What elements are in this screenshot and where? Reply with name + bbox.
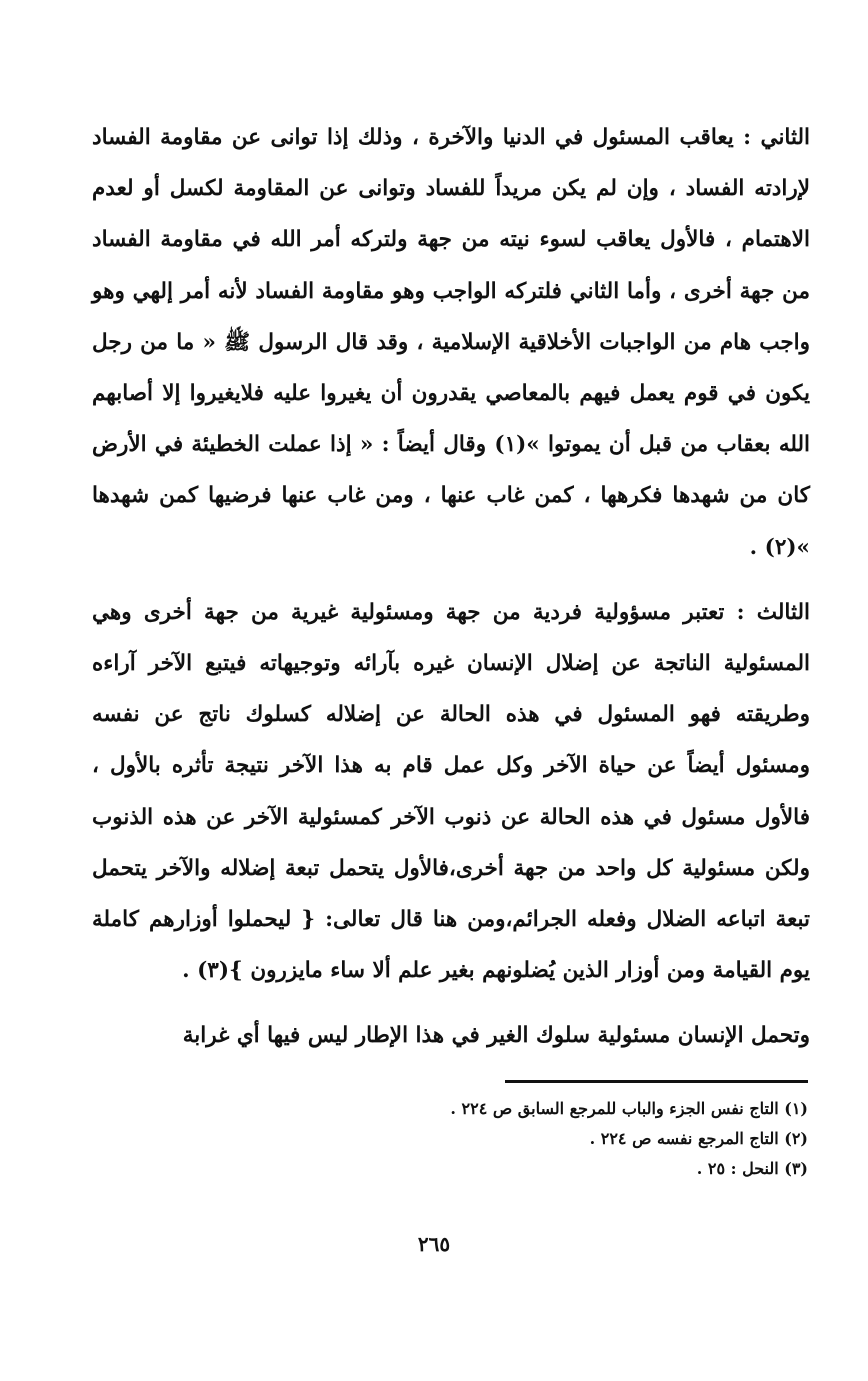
paragraph-second-point: الثاني : يعاقب المسئول في الدنيا والآخرة ، وذلك إذا توانى عن مقاومة الفساد لإرادته الفساد ، وإن لم يكن مريداً للفساد وتوانى عن المقاومة لكسل أو لعدم الاهتمام ، فالأول يعاقب لسوء نيته من جهة ولتركه أمر الله في مقاومة الفساد من جهة أخرى ، وأما الثاني فلتركه الواجب وهو مقاومة الفساد لأنه أمر إلهي وهو واجب هام من الواجبات الأخلاقية الإسلامية ، وقد قال الرسول ﷺ « ما من رجل يكون في قوم يعمل فيهم بالمعاصي يقدرون أن يغيروا عليه فلايغيروا إلا أصابهم الله بعقاب من قبل أن يموتوا »(١) وقال أيضاً : « إذا عملت الخطيئة في الأرض كان من شهدها فكرهها ، كمن غاب عنها ، ومن غاب عنها فرضيها كمن شهدها »(٢) . — [92, 125, 810, 560]
footnotes — [300, 1094, 808, 1184]
page-number: ٢٦٥ — [417, 1232, 451, 1256]
footnote-2: (٢) التاج المرجع نفسه ص ٢٢٤ . — [589, 1129, 808, 1148]
main-text — [92, 112, 810, 1062]
paragraph-third-point: الثالث : تعتبر مسؤولية فردية من جهة ومسئولية غيرية من جهة أخرى وهي المسئولية الناتجة عن إضلال الإنسان غيره بآرائه وتوجيهاته فيتبع الآخر آراءه وطريقته فهو المسئول في هذه الحالة عن إضلاله كسلوك ناتج عن نفسه ومسئول أيضاً عن حياة الآخر وكل عمل قام به هذا الآخر نتيجة تأثره بالأول ، فالأول مسئول في هذه الحالة عن ذنوب الآخر كمسئولية الآخر عن هذه الذنوب ولكن مسئولية كل واحد من جهة أخرى،فالأول يتحمل تبعة إضلاله والآخر يتحمل تبعة اتباعه الضلال وفعله الجرائم،ومن هنا قال تعالى: { ليحملوا أوزارهم كاملة يوم القيامة ومن أوزار الذين يُضلونهم بغير علم ألا ساء مايزرون }(٣) . — [92, 599, 810, 984]
footnote-3: (٣) النحل : ٢٥ . — [696, 1159, 808, 1178]
footnote-1: (١) التاج نفس الجزء والباب للمرجع السابق ص ٢٢٤ . — [450, 1099, 808, 1118]
paragraph-continuation: وتحمل الإنسان مسئولية سلوك الغير في هذا الإطار ليس فيها أي غرابة — [182, 1023, 810, 1049]
footnote-divider — [505, 1080, 808, 1083]
